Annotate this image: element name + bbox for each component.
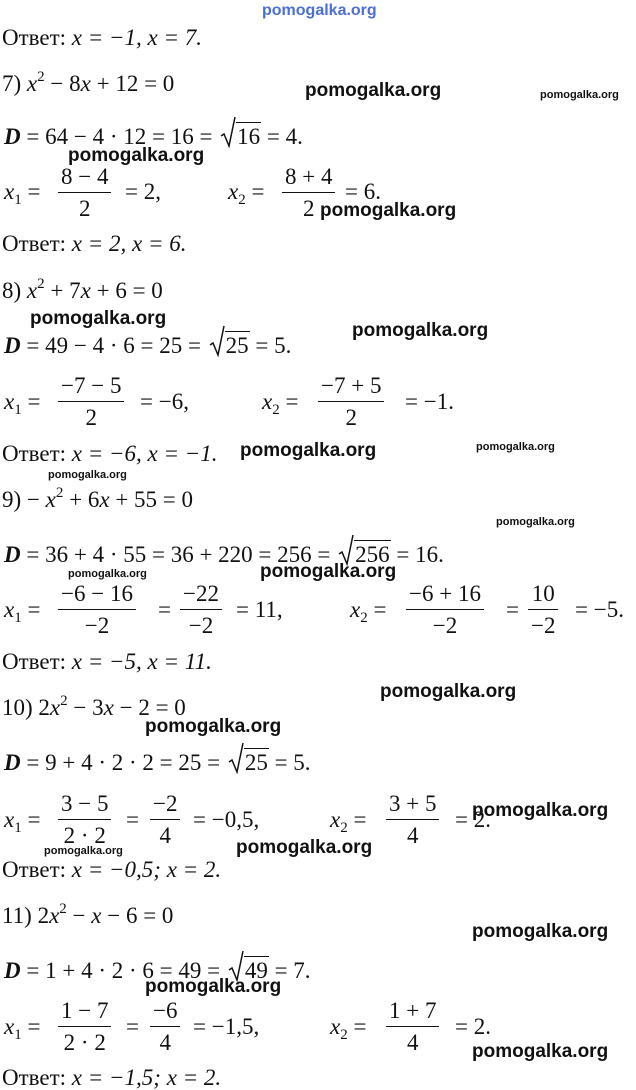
problem-9-equation: $9) - x^2 + 6x + 55 = 0$ [2, 485, 194, 512]
watermark-small: pomogalka.org [48, 469, 127, 481]
discriminant-line: D = 1 + 4 · 2 · 6 = 49 = 49 = 7. [4, 956, 311, 982]
problem-10-equation: 10) $2x^2 - 3x - 2 = 0$ [2, 693, 186, 720]
fraction: 1 + 7 4 [386, 999, 439, 1054]
root-x2: $x_2$ = [330, 807, 367, 836]
answer-line [2, 232, 187, 255]
equals: = [126, 807, 139, 832]
root-x1-value: = −6, [140, 389, 189, 414]
watermark-small: pomogalka.org [540, 89, 619, 101]
root-x2: $x_2$ = [330, 1014, 367, 1043]
answer-line [2, 1066, 221, 1089]
watermark: pomogalka.org [145, 716, 282, 737]
answer-label: Ответ: [2, 441, 67, 466]
watermark: pomogalka.org [320, 200, 457, 221]
root-x1-value: = −0,5, [193, 807, 260, 832]
problem-number: 9) [2, 487, 22, 512]
root-x2: $x_2$ = [350, 597, 387, 626]
root-x2-value: = −1. [405, 389, 454, 414]
problem-number: 10) [2, 695, 33, 720]
root-x2: $x_2$ = [228, 179, 265, 208]
equals: = [158, 597, 171, 622]
root-x1: $x_1$ = [4, 389, 41, 418]
fraction: 8 + 4 2 [282, 165, 335, 220]
root-x1-value: = −1,5, [193, 1014, 260, 1039]
root-x1: $x_1$ = [4, 807, 41, 836]
watermark: pomogalka.org [30, 308, 167, 329]
watermark: pomogalka.org [260, 561, 397, 582]
watermark-small: pomogalka.org [496, 516, 575, 528]
watermark: pomogalka.org [472, 921, 609, 942]
problem-number: 7) [2, 71, 22, 96]
answer-text: x = −6, x = −1. [71, 441, 218, 466]
root-x1: $x_1$ = [4, 597, 41, 626]
watermark: pomogalka.org [305, 80, 442, 101]
root-x2-value: = 6. [345, 179, 381, 204]
watermark-top[interactable]: pomogalka.org [262, 2, 377, 19]
problem-number: 11) [2, 903, 32, 928]
answer-label: Ответ: [2, 649, 67, 674]
answer-label: Ответ: [2, 231, 67, 256]
watermark: pomogalka.org [380, 681, 517, 702]
equals: = [126, 1014, 139, 1039]
root-x1: $x_1$ = [4, 179, 41, 208]
discriminant-line: D = 49 − 4 · 6 = 25 = 25 = 5. [4, 331, 291, 357]
problem-11-equation: 11) $2x^2 - x - 6 = 0$ [2, 901, 174, 928]
answer-line [2, 442, 218, 465]
answer-line [2, 650, 212, 673]
fraction: −6 4 [150, 999, 180, 1054]
watermark: pomogalka.org [240, 440, 377, 461]
discriminant-line: D = 36 + 4 · 55 = 36 + 220 = 256 = 256 = 16. [4, 540, 444, 566]
discriminant-line: D = 64 − 4 · 12 = 16 = 16 = 4. [4, 122, 303, 148]
answer-line [2, 26, 202, 49]
fraction: −6 − 16 −2 [58, 582, 136, 637]
fraction: 3 + 5 4 [386, 792, 439, 847]
root-x2: $x_2$ = [262, 389, 299, 418]
root-x2-value: = 2. [455, 1014, 491, 1039]
fraction: −2 4 [150, 792, 180, 847]
fraction: −6 + 16 −2 [406, 582, 484, 637]
problem-7-equation: 7) $x^2 - 8x + 12 = 0$ [2, 69, 175, 96]
fraction: 10 −2 [528, 582, 558, 637]
root-x1: $x_1$ = [4, 1014, 41, 1043]
root-x1-value: = 2, [125, 179, 161, 204]
watermark: pomogalka.org [145, 976, 282, 997]
watermark-small: pomogalka.org [68, 568, 147, 580]
problem-8-equation: 8) $x^2 + 7x + 6 = 0$ [2, 276, 163, 303]
root-x2-value: = −5. [575, 597, 624, 622]
answer-line [2, 858, 221, 881]
watermark: pomogalka.org [472, 800, 609, 821]
fraction: −22 −2 [180, 582, 222, 637]
equals: = [506, 597, 519, 622]
problem-number: 8) [2, 278, 22, 303]
root-x2-value: = 2. [455, 807, 491, 832]
answer-text: x = 2, x = 6. [71, 231, 187, 256]
watermark-small: pomogalka.org [476, 441, 555, 453]
watermark: pomogalka.org [352, 320, 489, 341]
fraction: 3 − 5 2 · 2 [58, 792, 111, 847]
answer-label: Ответ: [2, 25, 67, 50]
fraction: −7 + 5 2 [318, 374, 384, 429]
fraction: 1 − 7 2 · 2 [58, 999, 111, 1054]
answer-label: Ответ: [2, 1065, 67, 1090]
answer-text: x = −1, x = 7. [71, 25, 203, 50]
discriminant-line: D = 9 + 4 · 2 · 2 = 25 = 25 = 5. [4, 748, 311, 774]
answer-label: Ответ: [2, 857, 67, 882]
answer-text: x = −1,5; x = 2. [71, 1065, 222, 1090]
answer-text: x = −5, x = 11. [71, 649, 212, 674]
watermark: pomogalka.org [68, 145, 205, 166]
watermark: pomogalka.org [472, 1041, 609, 1062]
answer-text: x = −0,5; x = 2. [71, 857, 222, 882]
fraction: −7 − 5 2 [58, 374, 124, 429]
watermark-small: pomogalka.org [44, 845, 123, 857]
fraction: 8 − 4 2 [58, 165, 111, 220]
root-x1-value: = 11, [236, 597, 283, 622]
watermark: pomogalka.org [236, 837, 373, 858]
